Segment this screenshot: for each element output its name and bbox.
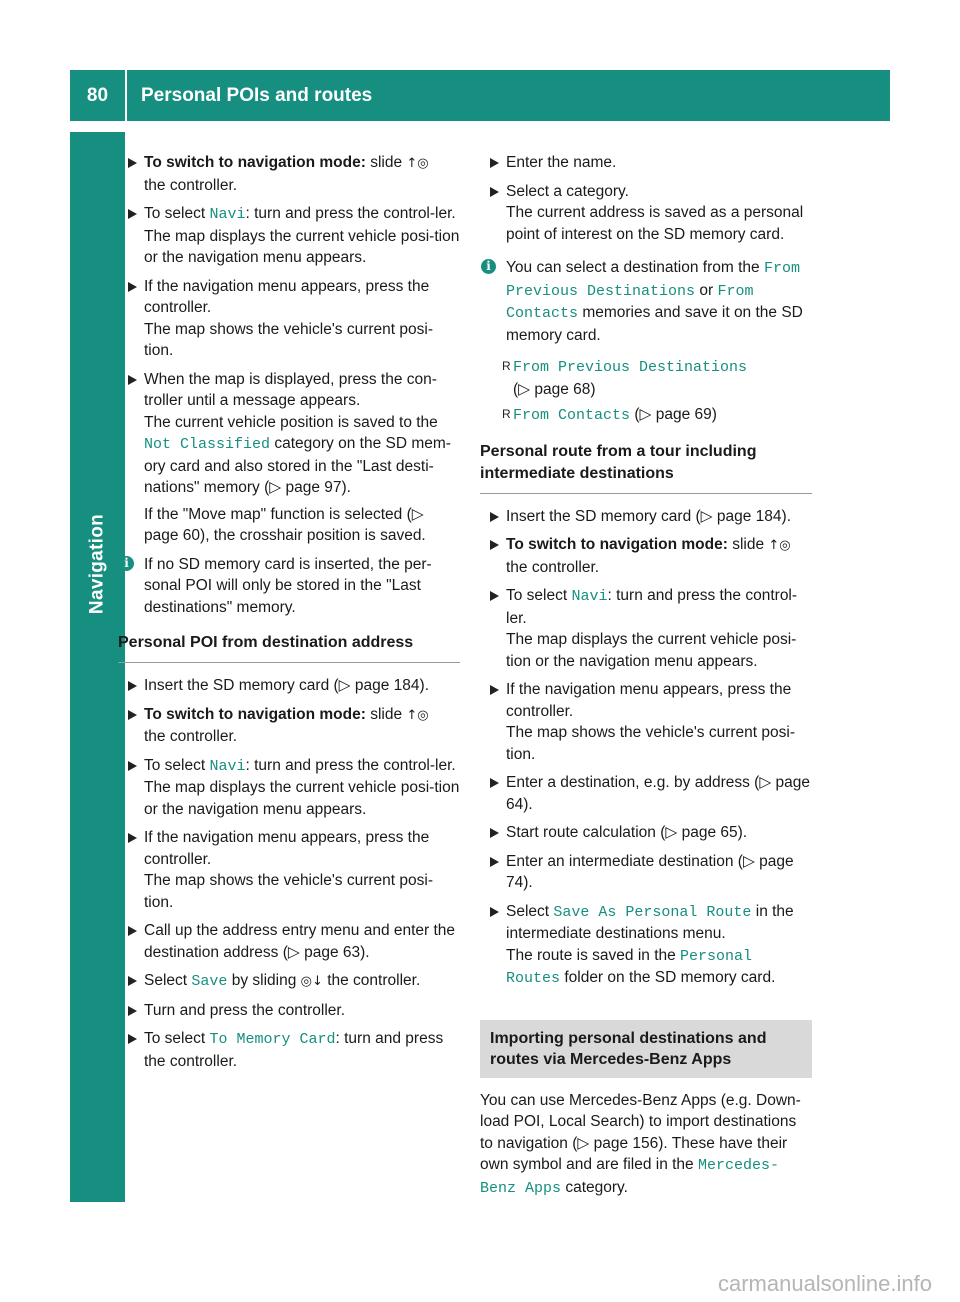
step: Call up the address entry menu and enter the destination address (▷ page 63). [118, 920, 460, 963]
step: To select Navi: turn and press the control-ler. The map displays the current vehicle posi-tion or the navigation menu appears. [118, 755, 460, 821]
step: To switch to navigation mode: slide ↑◎ the controller. [118, 152, 460, 196]
info-note: i If no SD memory card is inserted, the per-sonal POI will only be stored in the "Last destinations" memory. [118, 554, 460, 619]
controller-slide-up-icon: ↑◎ [406, 156, 429, 171]
left-column [118, 152, 460, 1079]
info-icon: i [119, 556, 134, 571]
step: Turn and press the controller. [118, 1000, 460, 1022]
section-heading: Personal POI from destination address [118, 632, 460, 663]
step: Start route calculation (▷ page 65). [480, 822, 812, 844]
list-item: R From Contacts (▷ page 69) [480, 404, 812, 427]
step: Enter a destination, e.g. by address (▷ page 64). [480, 772, 812, 815]
step: Enter an intermediate destination (▷ page 74). [480, 851, 812, 894]
step: To switch to navigation mode: slide ↑◎ the controller. [480, 534, 812, 578]
section-box-heading: Importing personal destinations and routes via Mercedes-Benz Apps [480, 1020, 812, 1078]
step: If the navigation menu appears, press the controller. The map shows the vehicle's current posi-tion. [118, 827, 460, 913]
controller-slide-up-icon: ↑◎ [406, 707, 429, 723]
controller-slide-down-icon: ◎↓ [300, 974, 323, 989]
step: If the navigation menu appears, press the controller. The map shows the vehicle's current posi-tion. [118, 276, 460, 362]
right-column [480, 152, 812, 1199]
paragraph: You can use Mercedes-Benz Apps (e.g. Down-load POI, Local Search) to import destinations to navigation (▷ page 156). These have their own symbol and are filed in the Mercedes-Benz Apps category. [480, 1091, 801, 1197]
step: To select To Memory Card: turn and press the controller. [118, 1028, 460, 1072]
step: If the navigation menu appears, press the controller. The map shows the vehicle's current posi-tion. [480, 679, 812, 765]
info-note: i You can select a destination from the From Previous Destinations or From Contacts memories and save it on the SD memory card. [480, 257, 812, 346]
page-header [70, 70, 890, 121]
controller-slide-up-icon: ↑◎ [768, 538, 791, 553]
step-bold: To switch to navigation mode: [144, 154, 366, 171]
step: Select a category. The current address is saved as a personal point of interest on the SD memory card. [480, 181, 812, 246]
step: To select Navi: turn and press the control-ler. The map displays the current vehicle posi-tion or the navigation menu appears. [480, 585, 812, 672]
step: Select Save by sliding ◎↓ the controller. [118, 970, 460, 993]
section-label: Navigation [86, 513, 108, 615]
section-heading: Personal route from a tour including intermediate destinations [480, 441, 812, 494]
step: To select Navi: turn and press the control-ler. The map displays the current vehicle posi-tion or the navigation menu appears. [118, 203, 460, 269]
watermark: carmanualsonline.info [717, 1270, 932, 1296]
step: Select Save As Personal Route in the intermediate destinations menu. The route is saved in the Personal Routes folder on the SD memory card. [480, 901, 812, 990]
step: When the map is displayed, press the con-troller until a message appears. The current vehicle position is saved to the Not Classified category on the SD mem-ory card and also stored in the "Last desti-nations" memory (▷ page 97). If the "Move map" function is selected (▷ page 60), the crosshair position is saved. [118, 369, 460, 547]
section-side-tab [70, 132, 125, 1202]
page-title: Personal POIs and routes [141, 84, 373, 106]
info-icon: i [481, 259, 496, 274]
page-number: 80 [86, 84, 109, 106]
step: Enter the name. [480, 152, 812, 174]
list-item: R From Previous Destinations (▷ page 68) [480, 356, 812, 400]
menu-item-code: Navi [209, 206, 246, 223]
step: To switch to navigation mode: slide ↑◎ the controller. [118, 704, 460, 748]
step: Insert the SD memory card (▷ page 184). [480, 506, 812, 528]
menu-item-code: Not Classified [144, 436, 271, 453]
step: Insert the SD memory card (▷ page 184). [118, 675, 460, 697]
